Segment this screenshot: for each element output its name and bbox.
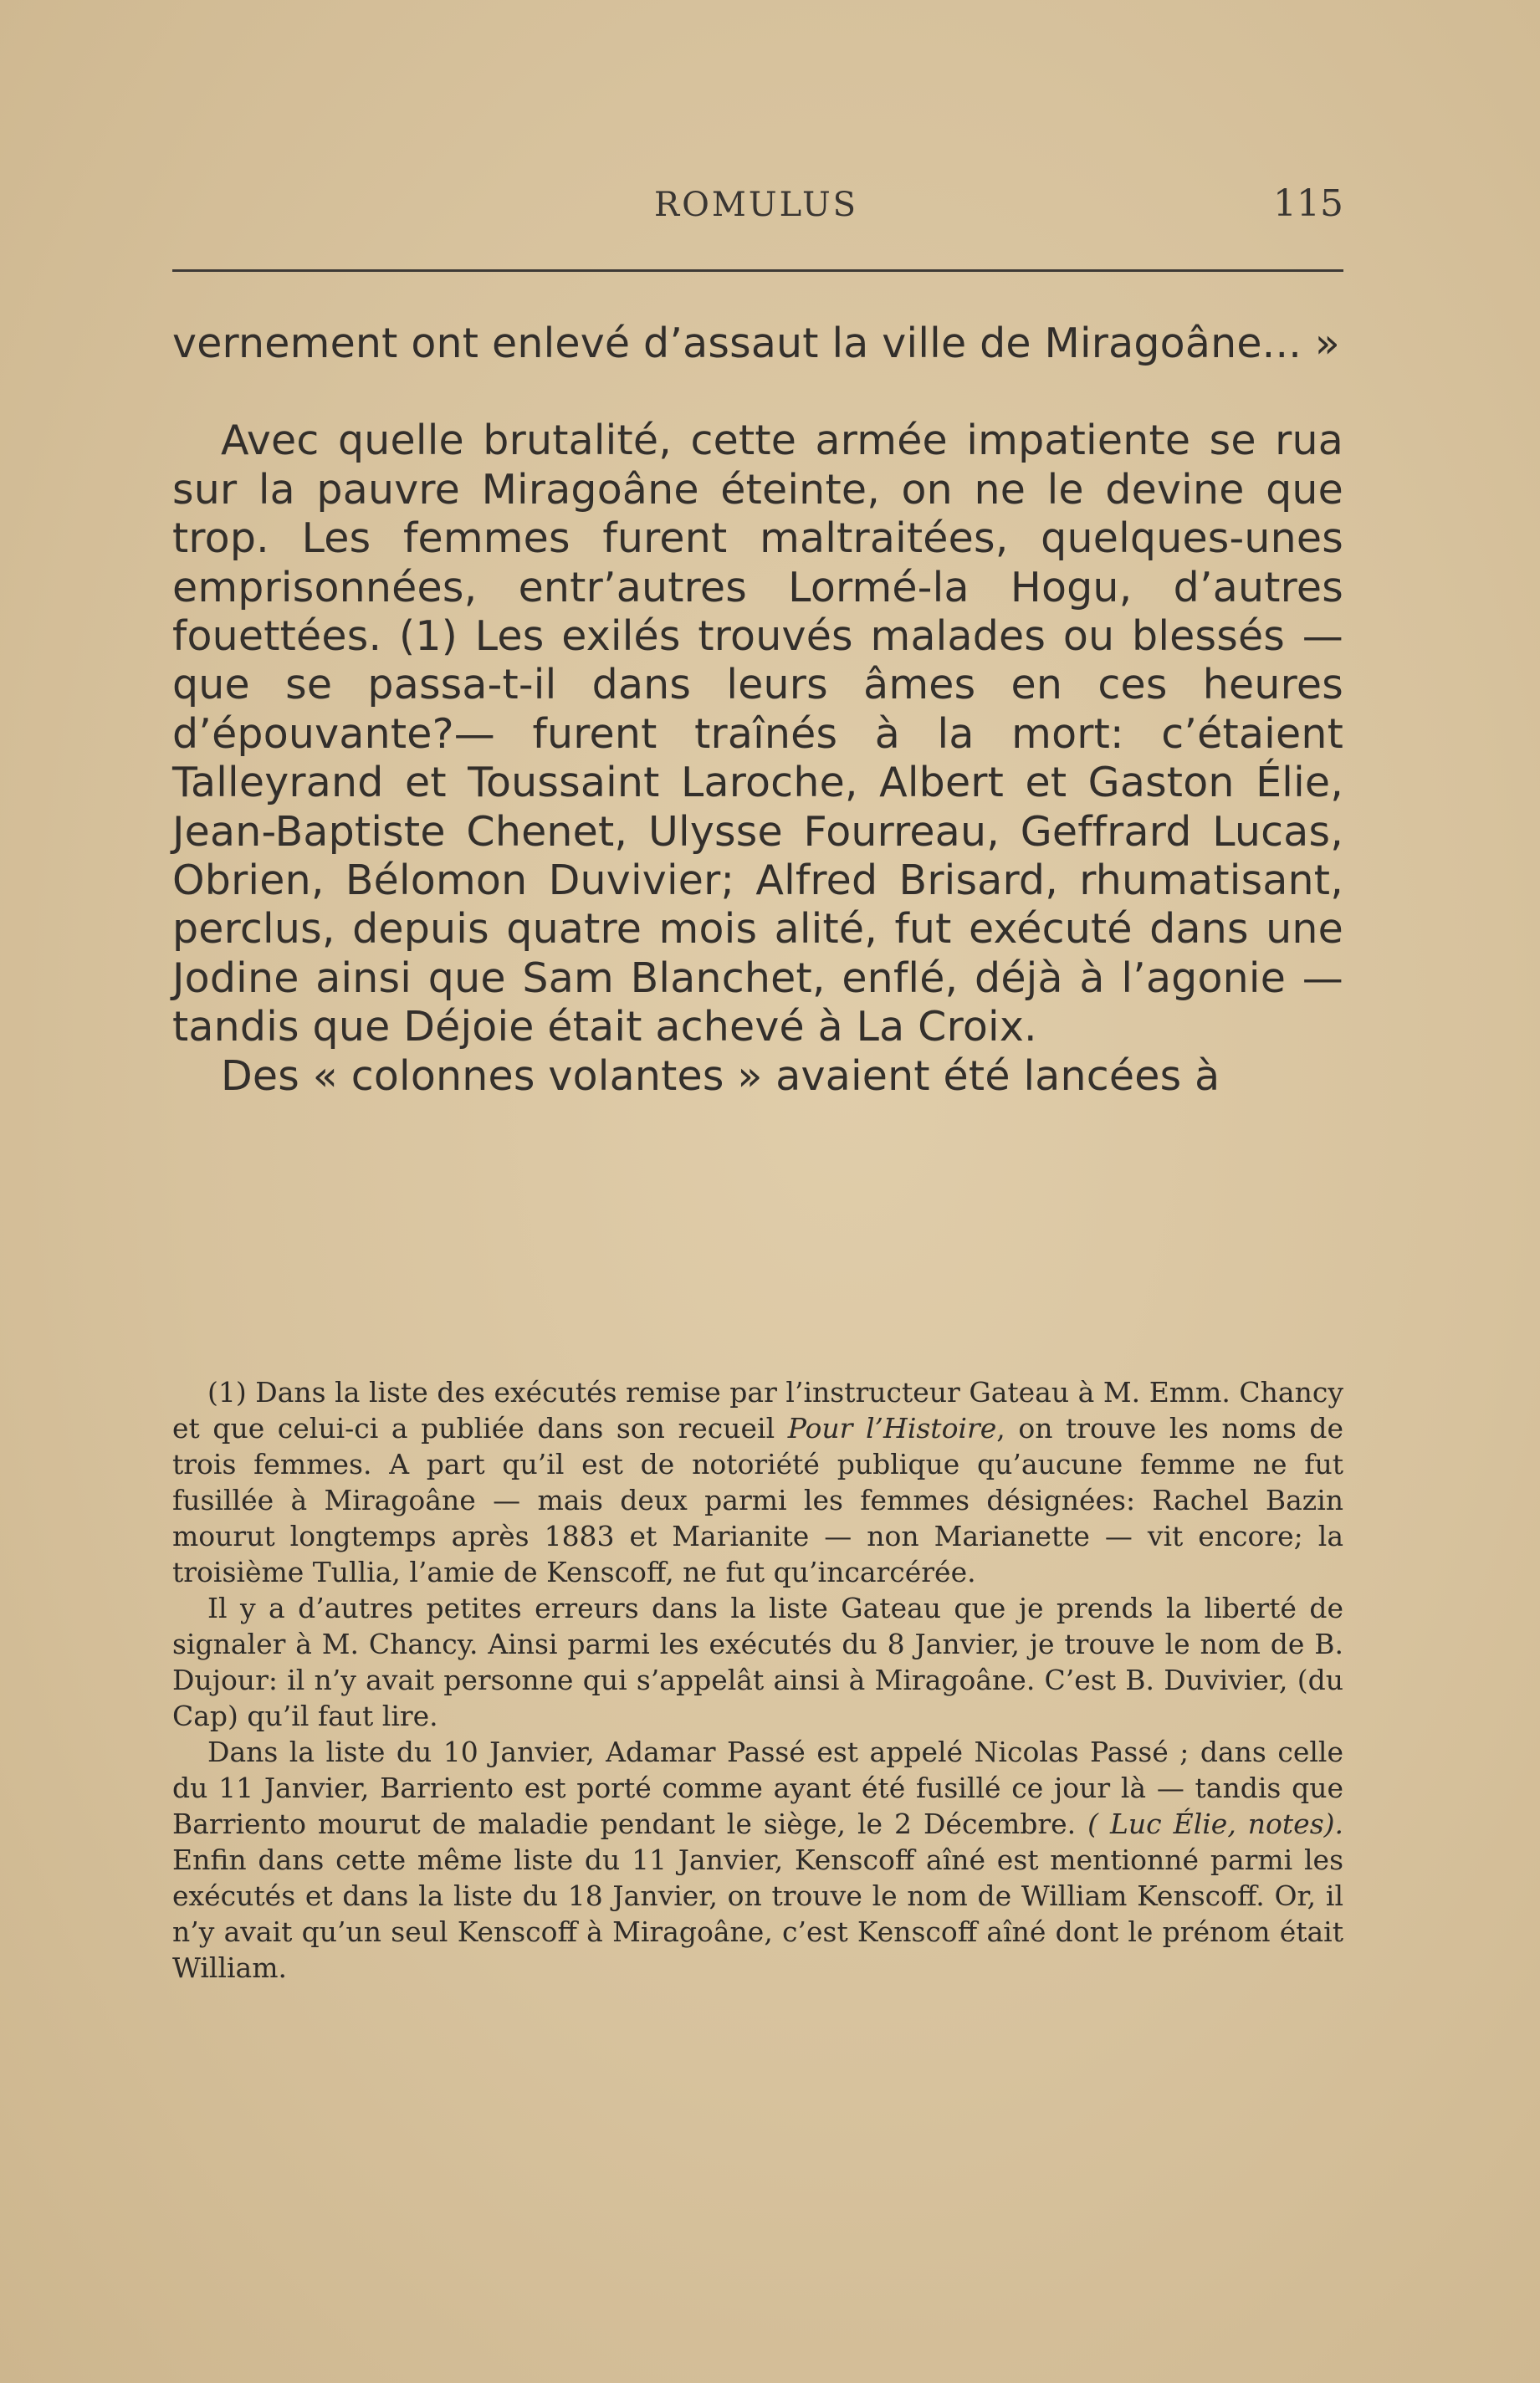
- body-text: [172, 320, 1343, 1101]
- page-number: 115: [1273, 182, 1343, 225]
- footnotes: [172, 1374, 1343, 1986]
- footnote-paragraph: [172, 1734, 1343, 1986]
- footnote-citation: ( Luc Élie, notes).: [1087, 1808, 1343, 1840]
- footnote-text: , on trouve les noms de trois femmes. A part qu’il est de notoriété publique qu’aucune femme ne fut fusillée à Miragoâne — mais deux parmi les femmes désignées: Rachel Bazin mourut longtemps après 1883 et Marianite — non Marianette — vit encore; la troisième Tullia, l’amie de Kenscoff, ne fut qu’incarcérée.: [172, 1412, 1343, 1588]
- running-head: [172, 182, 1343, 236]
- body-paragraph: Avec quelle brutalité, cette armée impatiente se rua sur la pauvre Miragoâne éteinte, on ne le devine que trop. Les femmes furent maltraitées, quelques-unes emprisonnées, entr’autres Lormé-la Hogu, d’autres fouettées. (1) Les exilés trouvés malades ou blessés — que se passa-t-il dans leurs âmes en ces heures d’épouvante?— furent traînés à la mort: c’étaient Talleyrand et Toussaint Laroche, Albert et Gaston Élie, Jean-Baptiste Chenet, Ulysse Fourreau, Geffrard Lucas, Obrien, Bélomon Duvivier; Alfred Brisard, rhumatisant, perclus, depuis quatre mois alité, fut exécuté dans une Jodine ainsi que Sam Blanchet, enflé, déjà à l’agonie — tandis que Déjoie était achevé à La Croix.: [172, 417, 1343, 1051]
- footnote-paragraph: [172, 1590, 1343, 1734]
- footnote-text: Dans la liste du 10 Janvier, Adamar Passé est appelé Nicolas Passé ; dans celle du 11 Janvier, Barriento est porté comme ayant été fusillé ce jour là — tandis que Barriento mourut de maladie pendant le siège, le 2 Décembre.: [172, 1736, 1343, 1840]
- body-paragraph: vernement ont enlevé d’assaut la ville de Miragoâne... »: [172, 320, 1340, 367]
- footnote-book-title: Pour l’Histoire: [787, 1412, 997, 1445]
- footnote-text: Il y a d’autres petites erreurs dans la liste Gateau que je prends la liberté de signaler à M. Chancy. Ainsi parmi les exécutés du 8 Janvier, je trouve le nom de B. Dujour: il n’y avait personne qui s’appelât ainsi à Miragoâne. C’est B. Duvivier, (du Cap) qu’il faut lire.: [172, 1592, 1343, 1732]
- header-rule: [172, 269, 1343, 272]
- body-paragraph: Des « colonnes volantes » avaient été lancées à: [221, 1051, 1220, 1100]
- footnote-text: (1) Dans la liste des exécutés remise par l’instructeur Gateau à M. Emm. Chancy et que celui-ci a publiée dans son recueil: [172, 1376, 1343, 1445]
- running-title: ROMULUS: [654, 186, 859, 224]
- footnote-paragraph: [172, 1374, 1343, 1590]
- footnote-text: Enfin dans cette même liste du 11 Janvier, Kenscoff aîné est mentionné parmi les exécutés et dans la liste du 18 Janvier, on trouve le nom de William Kenscoff. Or, il n’y avait qu’un seul Kenscoff à Miragoâne, c’est Kenscoff aîné dont le prénom était William.: [172, 1844, 1343, 1984]
